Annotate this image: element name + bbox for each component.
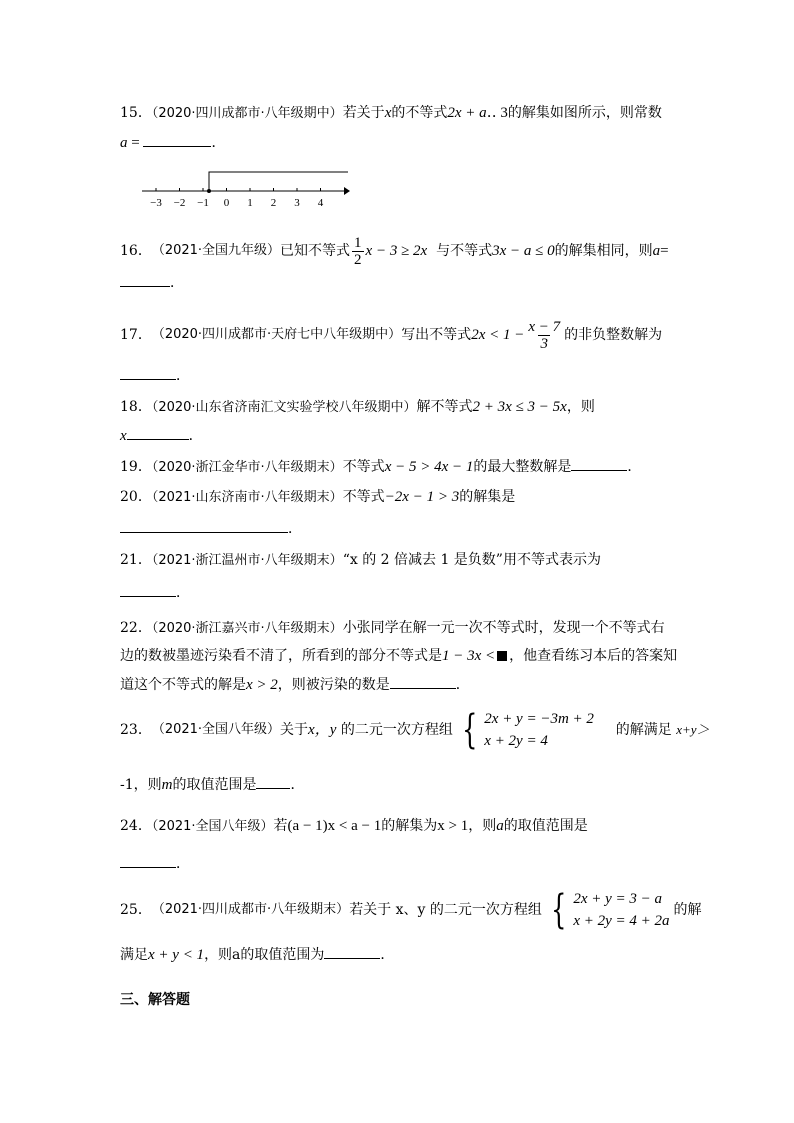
equation-row: x + 2y = 4 (484, 733, 548, 749)
question-text: 解不等式 (416, 399, 473, 415)
answer-blank[interactable] (390, 674, 456, 689)
question-22-line3 (120, 674, 470, 695)
math-expr: x − 3 ≥ 2x (365, 243, 428, 259)
math-expr: x > 2 (246, 677, 278, 693)
answer-blank[interactable] (127, 425, 189, 440)
question-text: -1，则 (120, 777, 162, 793)
arrow-icon (344, 187, 350, 195)
question-text: ，则被污染的数是 (277, 677, 390, 693)
question-23-line2 (120, 774, 304, 795)
question-16-line2 (120, 272, 184, 293)
answer-blank[interactable] (120, 518, 288, 533)
answer-blank[interactable] (120, 853, 176, 868)
number-line-tick-label: 2 (270, 197, 277, 209)
question-text: 若关于 x、y 的二元一次方程组 (349, 902, 542, 918)
punctuation: ． (176, 585, 190, 601)
math-expr: = (127, 135, 144, 151)
question-text: 的解集为 (381, 818, 438, 834)
question-source: （2021·全国八年级） (151, 819, 274, 834)
question-17-line2 (120, 365, 190, 386)
math-var: m (161, 777, 173, 793)
question-text: 若 (273, 818, 288, 834)
punctuation: ． (455, 677, 470, 693)
question-text: 的解集相同，则 (554, 243, 653, 259)
question-text: 道这个不等式的解是 (120, 677, 246, 693)
fraction (352, 235, 364, 268)
question-text: 不等式 (342, 489, 385, 505)
question-21-line2 (120, 582, 190, 603)
math-expr: ‥ 3 (486, 105, 508, 121)
number-line-tick-label: −2 (173, 197, 186, 209)
question-source: （2020·浙江嘉兴市·八年级期末） (151, 621, 343, 636)
question-source: （2021·全国九年级） (151, 243, 281, 258)
math-expr: = (660, 243, 669, 259)
question-text: 若关于 (342, 105, 385, 121)
question-text: 小张同学在解一元一次不等式时，发现一个不等式右 (342, 620, 665, 636)
question-text: 满足 (120, 947, 148, 963)
question-16 (120, 232, 669, 270)
question-source: （2020·浙江金华市·八年级期末） (151, 460, 343, 475)
question-18-line2 (120, 425, 203, 446)
number-line-tick-label: 4 (317, 197, 324, 209)
answer-blank[interactable] (571, 456, 627, 471)
punctuation: ． (176, 368, 190, 384)
left-brace-icon: { (550, 887, 567, 933)
question-source: （2020·四川成都市·八年级期中） (151, 106, 343, 121)
question-text: 的取值范围是 (172, 777, 257, 793)
math-var: x (384, 105, 392, 121)
question-number: 24． (120, 818, 152, 834)
math-var: a (652, 243, 661, 259)
equation-system (546, 888, 670, 932)
solution-set-marker (209, 172, 348, 191)
number-line-tick-label: −3 (150, 197, 162, 209)
question-number: 17． (120, 327, 152, 343)
question-number: 22． (120, 620, 152, 636)
math-expr: 2x < 1 − (471, 327, 525, 343)
question-number: 18． (120, 399, 152, 415)
answer-blank[interactable] (120, 582, 176, 597)
question-number: 15． (120, 105, 152, 121)
answer-blank[interactable] (256, 774, 290, 789)
question-text: 的非负整数解为 (564, 327, 663, 343)
question-text: 的二元一次方程组 (340, 722, 453, 738)
question-22-line2 (120, 646, 677, 666)
question-text: 的解满足 (615, 722, 672, 738)
math-var: a (120, 135, 128, 151)
ink-blot-icon (497, 651, 507, 661)
question-number: 21． (120, 552, 152, 568)
number-line-tick-label: 3 (294, 197, 300, 209)
question-number: 16． (120, 243, 152, 259)
math-expr: 1 − 3x < (442, 648, 496, 664)
math-expr: x − 5 > 4x − 1 (384, 459, 474, 475)
math-expr: −2x − 1 > 3 (384, 489, 460, 505)
question-text: 的解 (673, 902, 702, 918)
math-var: a (496, 818, 504, 834)
math-expr: x+y＞ (676, 722, 710, 737)
equation-rows (484, 708, 594, 752)
question-21 (120, 550, 601, 571)
math-expr: 2 + 3x ≤ 3 − 5x (472, 399, 567, 415)
question-source: （2021·浙江温州市·八年级期末） (151, 553, 343, 568)
punctuation: ． (290, 777, 305, 793)
equation-row: 2x + y = −3m + 2 (484, 711, 594, 727)
question-15 (120, 103, 662, 124)
number-line-tick-label: 0 (223, 197, 230, 209)
math-expr: (a − 1)x < a − 1 (287, 818, 382, 834)
question-text: 关于 (280, 722, 309, 738)
section-heading: 三、解答题 (120, 992, 190, 1008)
question-text: “x 的 2 倍减去 1 是负数”用不等式表示为 (342, 552, 601, 568)
math-var: x，y (308, 722, 337, 738)
question-number: 19． (120, 459, 152, 475)
question-25 (120, 886, 702, 934)
question-text: 写出不等式 (401, 327, 472, 343)
question-text: 边的数被墨迹污染看不清了，所看到的部分不等式是 (120, 648, 442, 664)
question-text: 的解集是 (459, 489, 516, 505)
question-source: （2021·山东济南市·八年级期末） (151, 490, 343, 505)
question-15-line2 (120, 132, 225, 153)
question-text: 的最大整数解是 (473, 459, 572, 475)
question-source: （2020·四川成都市·天府七中八年级期中） (151, 327, 402, 342)
solid-dot-icon (207, 189, 211, 193)
punctuation: ． (188, 428, 203, 444)
question-text: 的不等式 (391, 105, 448, 121)
question-text: 与不等式 (436, 243, 493, 259)
question-23 (120, 706, 710, 754)
equation-system (457, 708, 594, 752)
question-text: 已知不等式 (280, 243, 351, 259)
question-24 (120, 816, 588, 837)
question-24-line2 (120, 853, 190, 874)
math-var: x (120, 428, 127, 444)
question-source: （2021·四川成都市·八年级期末） (151, 902, 350, 917)
question-text: ，则a的取值范围为 (204, 947, 325, 963)
fraction-denominator: 2 (354, 251, 362, 268)
question-17 (120, 315, 662, 355)
question-number: 20． (120, 489, 152, 505)
equation-row: 2x + y = 3 − a (573, 891, 663, 907)
question-number: 23． (120, 722, 152, 738)
question-source: （2021·全国八年级） (151, 722, 281, 737)
question-text: 不等式 (342, 459, 385, 475)
question-20-line2 (120, 518, 302, 539)
punctuation: ． (211, 135, 226, 151)
fraction-denominator: 3 (540, 335, 548, 352)
punctuation: ． (627, 459, 642, 475)
answer-blank[interactable] (324, 944, 380, 959)
equation-rows (573, 888, 669, 932)
fraction (526, 319, 562, 352)
punctuation: ． (380, 947, 395, 963)
equation-row: x + 2y = 4 + 2a (573, 913, 670, 929)
question-text: 的解集如图所示，则常数 (507, 105, 662, 121)
question-20 (120, 487, 515, 508)
question-22 (120, 618, 665, 639)
question-25-line2 (120, 944, 394, 965)
punctuation: ． (176, 856, 190, 872)
fraction-numerator: 1 (354, 234, 362, 251)
question-text: ，则 (566, 399, 595, 415)
question-number: 25． (120, 902, 152, 918)
punctuation: ． (170, 275, 184, 291)
question-text: 的取值范围是 (503, 818, 588, 834)
question-text: ，他查看练习本后的答案知 (509, 648, 678, 664)
number-line-tick-label: −1 (197, 197, 209, 209)
math-expr: x + y < 1 (148, 947, 205, 963)
answer-blank[interactable] (120, 272, 170, 287)
math-expr: 3x − a ≤ 0 (492, 243, 555, 259)
number-line-tick-label: 1 (247, 197, 253, 209)
math-expr: x > 1 (437, 818, 469, 834)
math-expr: 2x + a (447, 105, 487, 121)
question-text: ，则 (468, 818, 497, 834)
number-line-diagram (138, 164, 358, 210)
answer-blank[interactable] (120, 365, 176, 380)
fraction-numerator: x − 7 (528, 318, 561, 335)
answer-blank[interactable] (143, 132, 211, 147)
question-source: （2020·山东省济南汇文实验学校八年级期中） (151, 400, 417, 415)
left-brace-icon: { (461, 707, 478, 753)
punctuation: ． (288, 521, 302, 537)
question-18 (120, 397, 595, 418)
question-19 (120, 456, 641, 478)
